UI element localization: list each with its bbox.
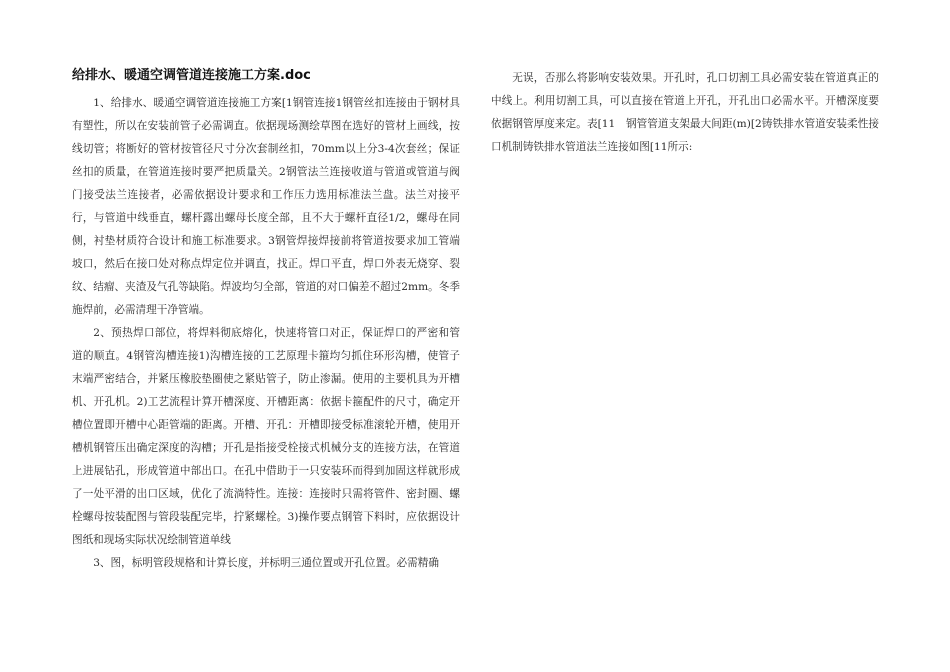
- paragraph-1: 1、给排水、暖通空调管道连接施工方案[1钢管连接1钢管丝扣连接由于钢材具有塑性，所以在安装前管子必需调直。依据现场测绘草图在选好的管材上画线，按线切管；将断好的管材按管径尺寸分次套制丝扣，70mm以上分3-4次套丝；保证丝扣的质量，在管道连接时要严把质量关。2钢管法兰连接收道与管道或管道与阀门接受法兰连接者，必需依据设计要求和工作压力选用标准法兰盘。法兰对接平行，与管道中线垂直，螺杆露出螺母长度全部，且不大于螺杆直径1/2，螺母在同侧，衬垫材质符合设计和施工标准要求。3钢管焊接焊接前将管道按要求加工管端坡口，然后在接口处对称点焊定位并调直，找正。焊口平直，焊口外表无烧穿、裂纹、结瘤、夹渣及气孔等缺陷。焊波均匀全部，管道的对口偏差不超过2mm。冬季施焊前，必需清理干净管端。: [72, 97, 460, 316]
- document-title: 给排水、暖通空调管道连接施工方案.doc: [72, 68, 311, 83]
- paragraph-4: 无误，否那么将影响安装效果。开孔时，孔口切割工具必需安装在管道真正的中线上。利用切割工具，可以直接在管道上开孔，开孔出口必需水平。开槽深度要依据钢管厚度来定。表[11 钢管管道支架最大间距(m)[2铸铁排水管道安装柔性接口机制铸铁排水管道法兰连接如图[11所示:: [491, 72, 879, 153]
- right-text-column: [491, 67, 879, 159]
- paragraph-2: 2、预热焊口部位，将焊料彻底熔化，快速将管口对正，保证焊口的严密和管道的顺直。4钢管沟槽连接1)沟槽连接的工艺原理卡箍均匀抓住环形沟槽，使管子末端严密结合，并紧压橡胶垫圈使之紧贴管子，防止渗漏。使用的主要机具为开槽机、开孔机。2)工艺流程计算开槽深度、开槽距离：依据卡箍配件的尺寸，确定开槽位置即开槽中心距管端的距离。开槽、开孔：开槽即接受标准滚轮开槽，使用开槽机钢管压出确定深度的沟槽；开孔是指接受栓接式机械分支的连接方法，在管道上进展钻孔，形成管道中部出口。在孔中借助于一只安装环而得到加固这样就形成了一处平滑的出口区域，优化了流淌特性。连接：连接时只需将管件、密封圈、螺栓螺母按装配图与管段装配完毕，拧紧螺栓。3)操作要点钢管下料时，应依据设计图纸和现场实际状况绘制管道单线: [72, 327, 460, 546]
- paragraph-3: 3、图，标明管段规格和计算长度，并标明三通位置或开孔位置。必需精确: [93, 557, 439, 569]
- left-text-column: [72, 92, 460, 575]
